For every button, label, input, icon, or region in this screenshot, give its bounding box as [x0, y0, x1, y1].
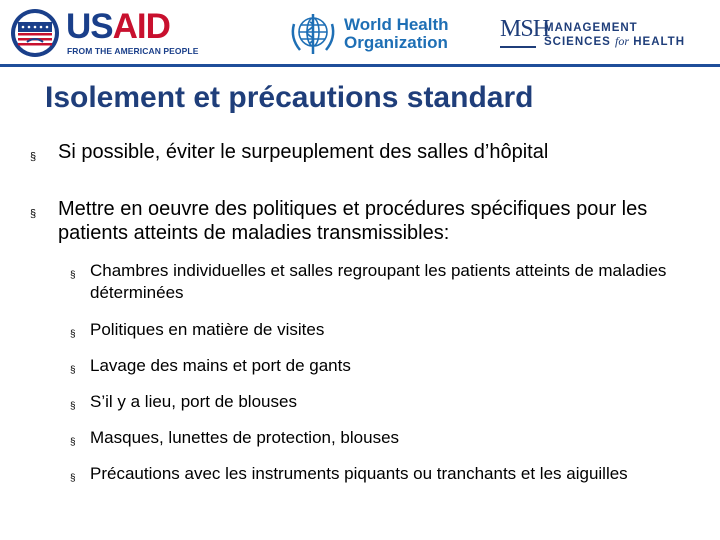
who-logo [288, 10, 448, 58]
sub-bullet-text: Masques, lunettes de protection, blouses [90, 428, 400, 447]
header-divider [0, 64, 720, 67]
sub-bullet-marker: § [70, 365, 76, 376]
usaid-logo [10, 7, 199, 58]
msh-logo [500, 12, 700, 56]
msh-monogram: MSH [500, 16, 550, 42]
sub-bullet-text: Politiques en matière de visites [90, 320, 325, 339]
bullet-marker: § [30, 151, 37, 163]
sub-bullet-text: Lavage des mains et port de gants [90, 356, 351, 375]
slide-title: Isolement et précautions standard [45, 81, 534, 114]
usaid-tagline: FROM THE AMERICAN PEOPLE [67, 46, 199, 56]
logo-header [0, 0, 720, 66]
usaid-seal-icon [10, 8, 60, 58]
sub-bullet-marker: § [70, 473, 76, 484]
sub-bullet-text: S’il y a lieu, port de blouses [90, 392, 297, 411]
sub-bullet-marker: § [70, 437, 76, 448]
msh-name: MANAGEMENT SCIENCES for HEALTH [544, 22, 685, 48]
who-name: World Health Organization [344, 15, 449, 52]
bullet-marker: § [30, 208, 37, 220]
sub-bullet-text: Précautions avec les instruments piquants ou tranchants et les aiguilles [90, 464, 628, 483]
sub-bullet-text: Chambres individuelles et salles regroupant les patients atteints de maladies déterminées [90, 261, 667, 302]
msh-underline [500, 46, 536, 48]
who-emblem-icon [288, 10, 338, 58]
sub-bullet-marker: § [70, 401, 76, 412]
sub-bullet-marker: § [70, 329, 76, 340]
usaid-wordmark: USAID [66, 7, 170, 46]
bullet-text: Si possible, éviter le surpeuplement des salles d’hôpital [58, 141, 549, 163]
bullet-text: Mettre en oeuvre des politiques et procédures spécifiques pour les patients atteints de maladies transmissibles: [58, 198, 648, 244]
sub-bullet-marker: § [70, 270, 76, 281]
